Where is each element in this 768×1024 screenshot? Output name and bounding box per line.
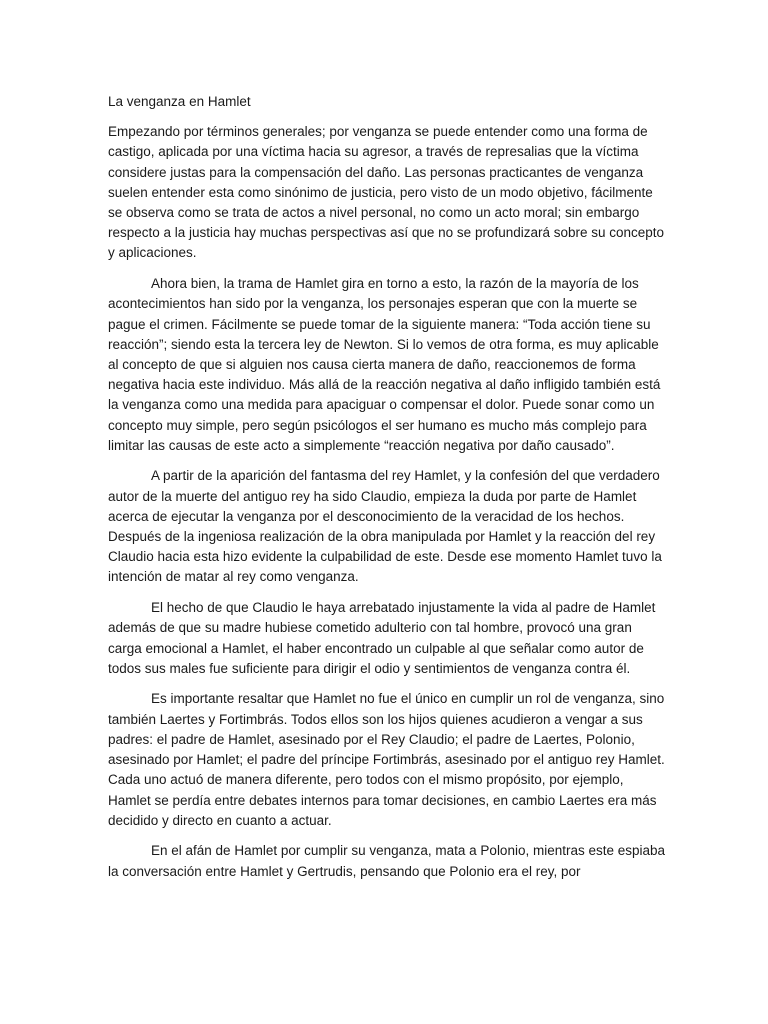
paragraph: A partir de la aparición del fantasma del rey Hamlet, y la confesión del que verdadero autor de la muerte del antiguo rey ha sido Claudio, empieza la duda por parte de Hamlet acerca de ejecutar la venganza por el desconocimiento de la veracidad de los hechos. Después de la ingeniosa realización de la obra manipulada por Hamlet y la reacción del rey Claudio hacia esta hizo evidente la culpabilidad de este. Desde ese momento Hamlet tuvo la intención de matar al rey como venganza. [108,468,662,585]
paragraph: Empezando por términos generales; por venganza se puede entender como una forma de castigo, aplicada por una víctima hacia su agresor, a través de represalias que la víctima considere justas para la compensación del daño. Las personas practicantes de venganza suelen entender esta como sinónimo de justicia, pero visto de un modo objetivo, fácilmente se observa como se trata de actos a nivel personal, no como un acto moral; sin embargo respecto a la justicia hay muchas perspectivas así que no se profundizará sobre su concepto y aplicaciones. [108,124,665,261]
paragraph: Ahora bien, la trama de Hamlet gira en torno a esto, la razón de la mayoría de los acontecimientos han sido por la venganza, los personajes esperan que con la muerte se pague el crimen. Fácilmente se puede tomar de la siguiente manera: “Toda acción tiene su reacción”; siendo esta la tercera ley de Newton. Si lo vemos de otra forma, es muy aplicable al concepto de que si alguien nos causa cierta manera de daño, reaccionemos de forma negativa hacia este individuo. Más allá de la reacción negativa al daño infligido también está la venganza como una medida para apaciguar o compensar el dolor. Puede sonar como un concepto muy simple, pero según psicólogos el ser humano es mucho más complejo para limitar las causas de este acto a simplemente “reacción negativa por daño causado”. [108,276,661,453]
paragraph: Es importante resaltar que Hamlet no fue el único en cumplir un rol de venganza, sino también Laertes y Fortimbrás. Todos ellos son los hijos quienes acudieron a vengar a sus padres: el padre de Hamlet, asesinado por el Rey Claudio; el padre de Laertes, Polonio, asesinado por Hamlet; el padre del príncipe Fortimbrás, asesinado por el antiguo rey Hamlet. Cada uno actuó de manera diferente, pero todos con el mismo propósito, por ejemplo, Hamlet se perdía entre debates internos para tomar decisiones, en cambio Laertes era más decidido y directo en cuanto a actuar. [108,691,665,828]
paragraph: El hecho de que Claudio le haya arrebatado injustamente la vida al padre de Hamlet además de que su madre hubiese cometido adulterio con tal hombre, provocó una gran carga emocional a Hamlet, el haber encontrado un culpable al que señalar como autor de todos sus males fue suficiente para dirigir el odio y sentimientos de venganza contra él. [108,600,656,676]
paragraph: En el afán de Hamlet por cumplir su venganza, mata a Polonio, mientras este espiaba la conversación entre Hamlet y Gertrudis, pensando que Polonio era el rey, por [108,843,666,879]
document-title: La venganza en Hamlet [108,94,251,109]
document-page [108,92,666,892]
